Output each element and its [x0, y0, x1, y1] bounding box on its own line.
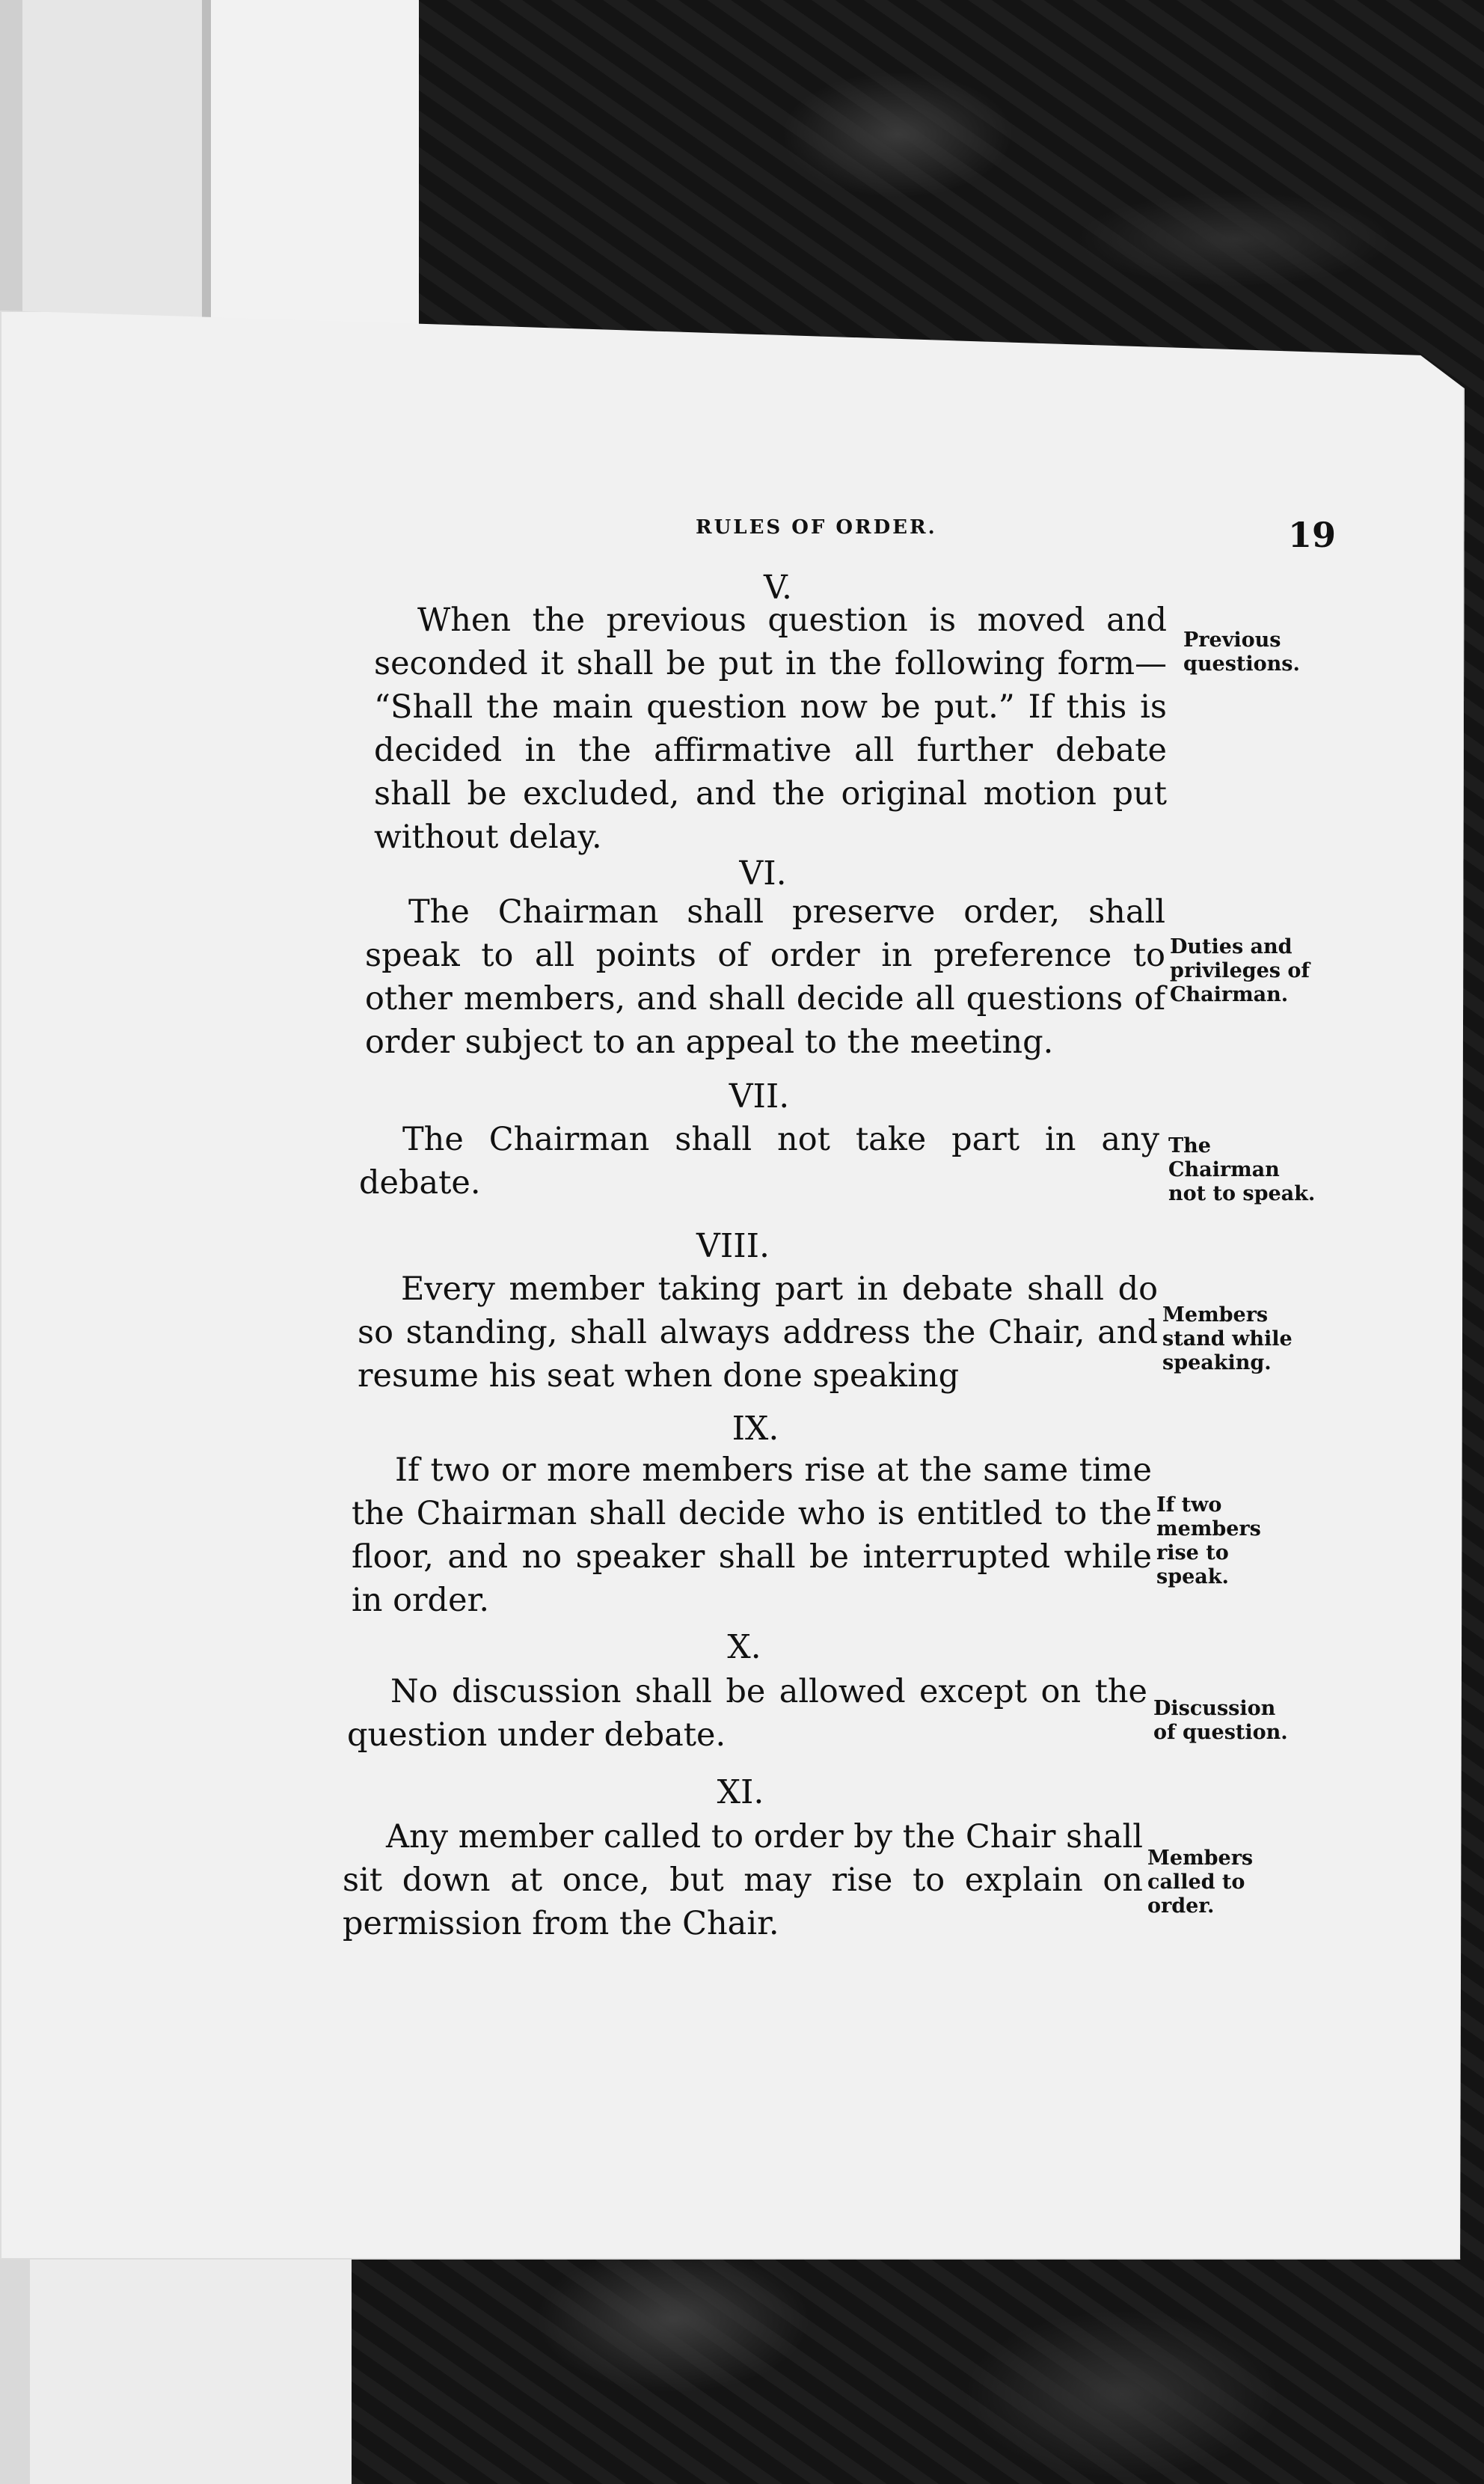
section-numeral: VIII.: [696, 1227, 770, 1265]
section-text: Every member taking part in debate shall do so standing, shall always address the Chair, and resume his seat when done speaking: [358, 1270, 1158, 1395]
margin-note: Discussion of question.: [1153, 1697, 1288, 1744]
margin-note: The Chairman not to speak.: [1168, 1134, 1316, 1205]
section-numeral: XI.: [717, 1773, 764, 1811]
running-title: RULES OF ORDER.: [696, 516, 937, 539]
section-text: The Chairman shall not take part in any debate.: [359, 1121, 1159, 1202]
section-numeral: X.: [727, 1628, 761, 1666]
margin-note: Previous questions.: [1183, 628, 1300, 676]
book-edge-top: [0, 0, 419, 352]
section-numeral: VII.: [729, 1077, 790, 1116]
section-text: The Chairman shall preserve order, shall speak to all points of order in preference to other members, and shall decide all questions of order subject to an appeal to the meeting.: [365, 893, 1165, 1061]
section-numeral: IX.: [732, 1410, 779, 1448]
section-text: No discussion shall be allowed except on the question under debate.: [347, 1673, 1147, 1754]
section-text: Any member called to order by the Chair shall sit down at once, but may rise to explain on permission from the Chair.: [343, 1818, 1143, 1942]
margin-note: Members called to order.: [1147, 1847, 1254, 1918]
book-edge-bottom: [0, 2237, 352, 2484]
margin-note: If two members rise to speak.: [1156, 1493, 1261, 1588]
page-number: 19: [1288, 515, 1337, 555]
section-numeral: VI.: [739, 854, 787, 893]
section-text: If two or more members rise at the same time the Chairman shall decide who is entitled to the floor, and no speaker shall be interrupted while in order.: [352, 1451, 1152, 1619]
section-text: When the previous question is moved and seconded it shall be put in the following form— “Shall the main question now be put.” If this is decided in the affirmative all further debate shall be excluded, and the original motion put without delay.: [374, 602, 1167, 856]
margin-note: Members stand while speaking.: [1162, 1303, 1293, 1374]
section-numeral: V.: [763, 569, 793, 607]
margin-note: Duties and privileges of Chairman.: [1170, 935, 1310, 1006]
